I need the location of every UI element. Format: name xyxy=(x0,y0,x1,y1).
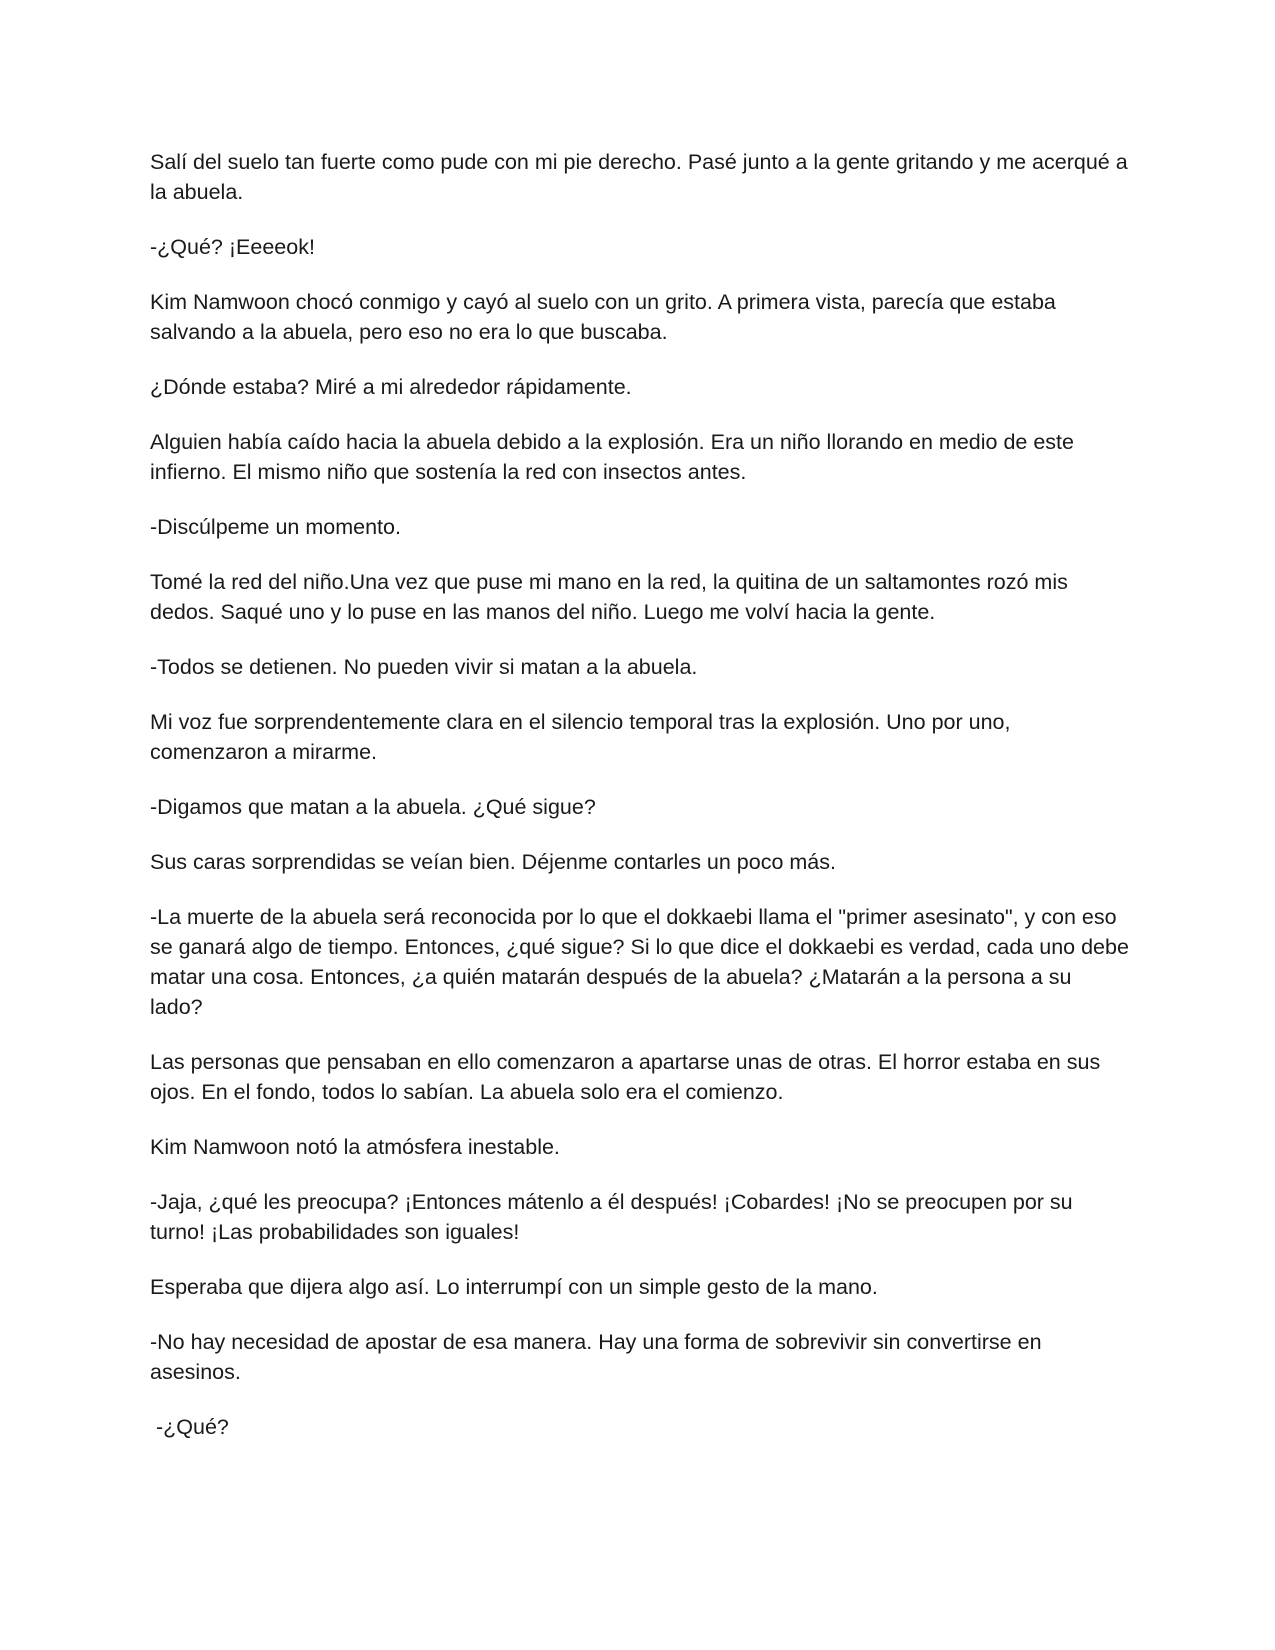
paragraph: Mi voz fue sorprendentemente clara en el silencio temporal tras la explosión. Uno por uno, comenzaron a mirarme. xyxy=(150,710,1017,764)
paragraph: Esperaba que dijera algo así. Lo interrumpí con un simple gesto de la mano. xyxy=(150,1275,878,1299)
paragraph: -Discúlpeme un momento. xyxy=(150,515,401,539)
paragraph: -Digamos que matan a la abuela. ¿Qué sigue? xyxy=(150,795,596,819)
paragraph: Tomé la red del niño.Una vez que puse mi mano en la red, la quitina de un saltamontes rozó mis dedos. Saqué uno y lo puse en las manos del niño. Luego me volví hacia la gente. xyxy=(150,570,1074,624)
paragraph: Kim Namwoon chocó conmigo y cayó al suelo con un grito. A primera vista, parecía que estaba salvando a la abuela, pero eso no era lo que buscaba. xyxy=(150,290,1062,344)
document-body xyxy=(150,147,1135,1467)
paragraph: Kim Namwoon notó la atmósfera inestable. xyxy=(150,1135,560,1159)
paragraph: -¿Qué? xyxy=(150,1415,229,1439)
paragraph: Salí del suelo tan fuerte como pude con mi pie derecho. Pasé junto a la gente gritando y me acerqué a la abuela. xyxy=(150,150,1134,204)
paragraph: -Todos se detienen. No pueden vivir si matan a la abuela. xyxy=(150,655,698,679)
paragraph: ¿Dónde estaba? Miré a mi alrededor rápidamente. xyxy=(150,375,632,399)
paragraph: -La muerte de la abuela será reconocida por lo que el dokkaebi llama el "primer asesinato", y con eso se ganará algo de tiempo. Entonces, ¿qué sigue? Si lo que dice el dokkaebi es verdad, cada uno debe matar una cosa. Entonces, ¿a quién matarán después de la abuela? ¿Matarán a la persona a su lado? xyxy=(150,905,1135,1019)
paragraph: Sus caras sorprendidas se veían bien. Déjenme contarles un poco más. xyxy=(150,850,836,874)
paragraph: -Jaja, ¿qué les preocupa? ¡Entonces mátenlo a él después! ¡Cobardes! ¡No se preocupen por su turno! ¡Las probabilidades son iguales! xyxy=(150,1190,1079,1244)
paragraph: -¿Qué? ¡Eeeeok! xyxy=(150,235,315,259)
paragraph: Alguien había caído hacia la abuela debido a la explosión. Era un niño llorando en medio de este infierno. El mismo niño que sostenía la red con insectos antes. xyxy=(150,430,1080,484)
paragraph: -No hay necesidad de apostar de esa manera. Hay una forma de sobrevivir sin convertirse en asesinos. xyxy=(150,1330,1048,1384)
paragraph: Las personas que pensaban en ello comenzaron a apartarse unas de otras. El horror estaba en sus ojos. En el fondo, todos lo sabían. La abuela solo era el comienzo. xyxy=(150,1050,1107,1104)
